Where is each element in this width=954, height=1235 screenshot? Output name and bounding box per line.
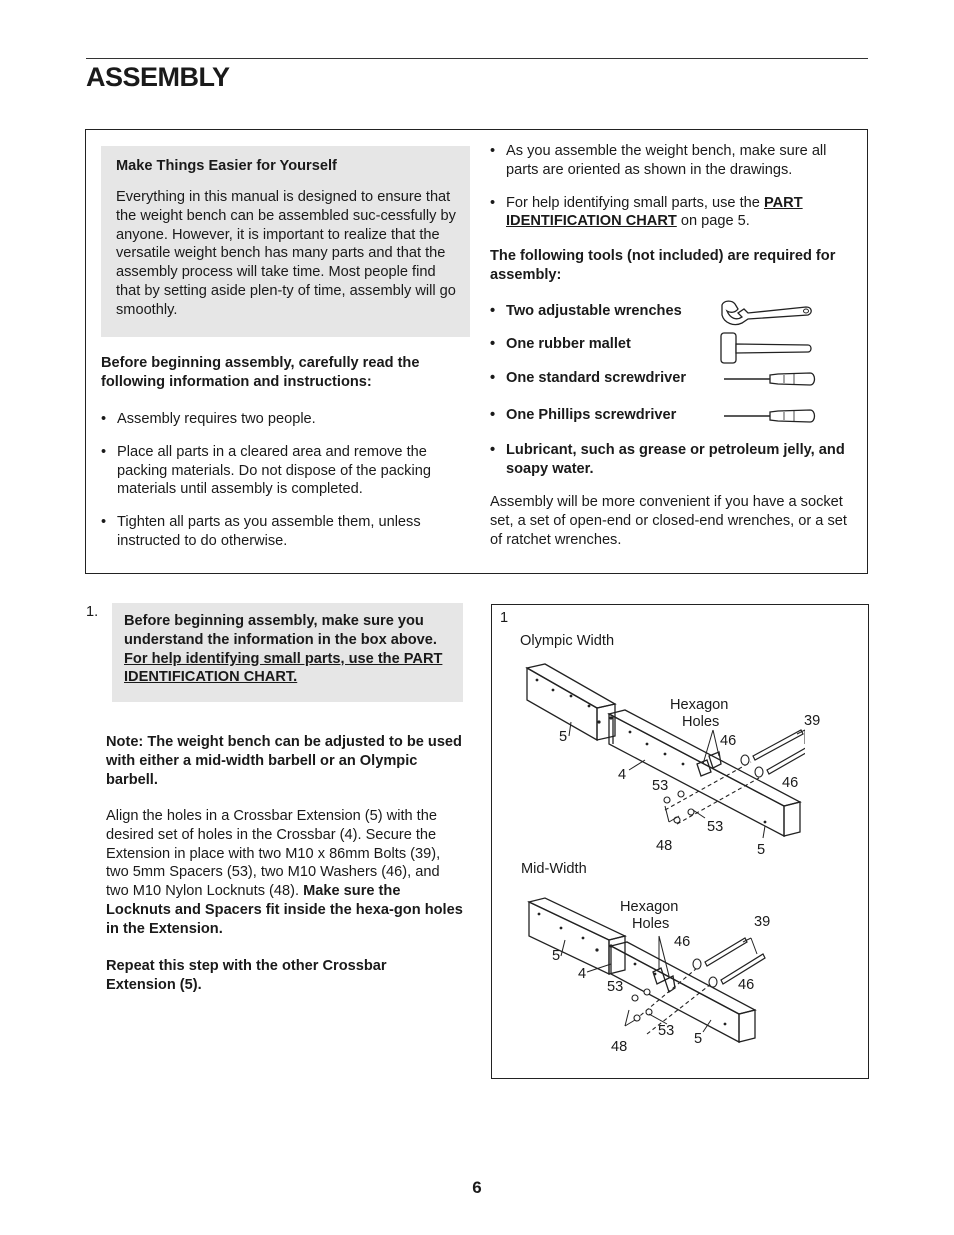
part-callout: 53 <box>607 979 624 995</box>
part-callout: 46 <box>782 775 799 791</box>
part-callout: 5 <box>559 729 568 745</box>
left-bullet-list <box>101 410 461 551</box>
part-callout: 5 <box>757 842 766 858</box>
hexagon-holes-label: Holes <box>682 714 720 730</box>
bullet-text: on page 5. <box>680 213 750 230</box>
olympic-width-diagram <box>525 660 805 840</box>
part-callout: 53 <box>658 1023 675 1039</box>
rubber-mallet-icon <box>718 331 814 365</box>
repeat-note: Repeat this step with the other Crossbar Extension (5). <box>106 958 387 993</box>
part-callout: 39 <box>804 713 821 729</box>
step-number: 1. <box>86 604 99 620</box>
mid-width-title: Mid-Width <box>521 861 587 877</box>
header-rule <box>86 58 868 59</box>
part-callout: 39 <box>754 914 771 930</box>
bullet-text: For help identifying small parts, use the <box>506 194 760 211</box>
page-number: 6 <box>472 1178 482 1197</box>
part-chart-link[interactable]: PART IDENTIFICATION CHART <box>506 194 803 230</box>
olympic-width-title: Olympic Width <box>520 633 615 649</box>
tool-item: • One standard screwdriver <box>490 370 686 386</box>
lubricant-item: • Lubricant, such as grease or petroleum jelly, and soapy water. <box>490 441 858 479</box>
part-callout: 5 <box>694 1031 703 1047</box>
part-callout: 4 <box>578 966 587 982</box>
step-note <box>124 612 454 687</box>
tool-item: • Two adjustable wrenches <box>490 303 682 319</box>
standard-screwdriver-icon <box>722 370 818 388</box>
barbell-note: Note: The weight bench can be adjusted to be used with either a mid-width barbell or an Olympic barbell. <box>106 734 462 788</box>
part-callout: 48 <box>611 1039 628 1055</box>
part-callout: 5 <box>552 948 561 964</box>
list-item: • Place all parts in a cleared area and remove the packing materials. Do not dispose of the packing materials until assembly is completed. <box>101 443 461 499</box>
part-callout: 46 <box>674 934 691 950</box>
list-item <box>490 194 858 232</box>
part-callout: 48 <box>656 838 673 854</box>
before-heading: Before beginning assembly, carefully read the following information and instructions: <box>101 355 420 390</box>
part-callout: 46 <box>720 733 737 749</box>
tip-title: Make Things Easier for Yourself <box>116 158 337 174</box>
tool-item: • One Phillips screwdriver <box>490 407 676 423</box>
phillips-screwdriver-icon <box>722 407 818 425</box>
convenience-note: Assembly will be more convenient if you have a socket set, a set of open-end or closed-end wrenches, or a set of ratchet wrenches. <box>490 494 847 548</box>
align-emphasis: Make sure the Locknuts and Spacers fit inside the hexa-gon holes in the Extension. <box>106 883 463 937</box>
hexagon-holes-label: Holes <box>632 916 670 932</box>
hexagon-holes-label: Hexagon <box>620 899 679 915</box>
step-note-text: Before beginning assembly, make sure you understand the information in the box above. <box>124 613 437 648</box>
tools-heading: The following tools (not included) are required for assembly: <box>490 248 836 283</box>
part-callout: 4 <box>618 767 627 783</box>
part-callout: 53 <box>707 819 724 835</box>
part-callout: 53 <box>652 778 669 794</box>
part-chart-link[interactable]: For help identifying small parts, use the PART IDENTIFICATION CHART. <box>124 650 443 686</box>
hexagon-holes-label: Hexagon <box>670 697 729 713</box>
tool-item: • One rubber mallet <box>490 336 631 352</box>
adjustable-wrench-icon <box>718 299 814 327</box>
right-bullet-list <box>490 142 858 231</box>
list-item: • Tighten all parts as you assemble them, unless instructed to do otherwise. <box>101 513 461 551</box>
list-item: • Assembly requires two people. <box>101 410 461 429</box>
part-callout: 46 <box>738 977 755 993</box>
list-item: • As you assemble the weight bench, make sure all parts are oriented as shown in the drawings. <box>490 142 858 180</box>
tip-body: Everything in this manual is designed to ensure that the weight bench can be assembled suc-cessfully by anyone. However, it is important to realize that the versatile weight bench has many parts and that the assembly process will take time. Most people find that by setting aside plen-ty of time, assembly will go smoothly. <box>116 189 456 318</box>
page-title: ASSEMBLY <box>86 62 230 92</box>
align-instructions <box>106 807 466 939</box>
align-text: Align the holes in a Crossbar Extension (5) with the desired set of holes in the Crossbar (4). Secure the Extension in place with two M10 x 86mm Bolts (39), two 5mm Spacers (53), two M10 Washers (46), and two M10 Nylon Locknuts (48). <box>106 808 441 900</box>
figure-number: 1 <box>500 610 509 626</box>
